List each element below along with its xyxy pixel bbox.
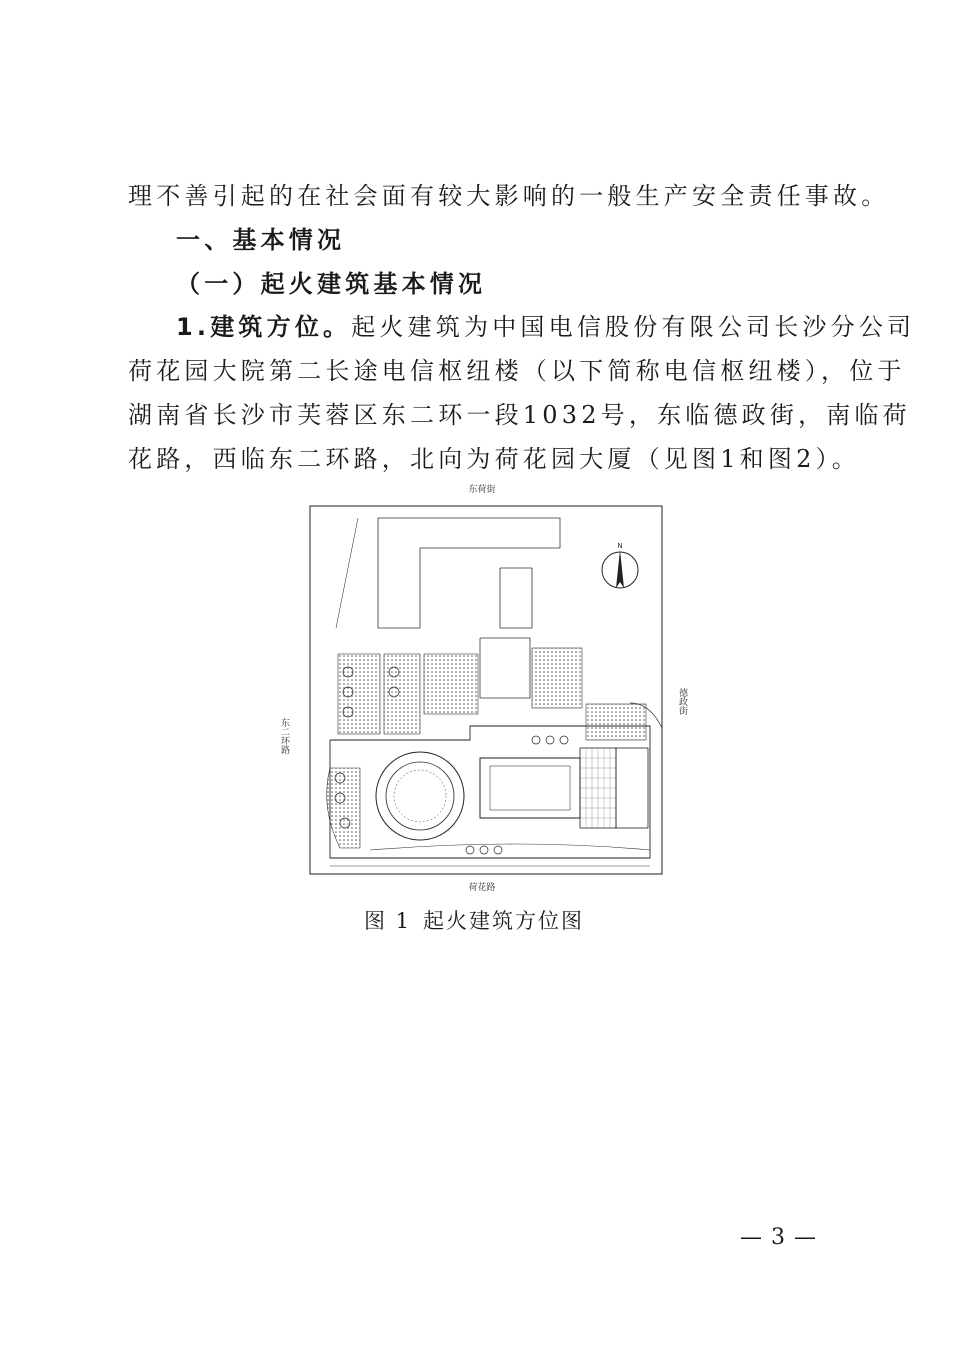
street-east-label <box>677 687 688 716</box>
round-building <box>376 752 464 840</box>
body-text-line: 荷花园大院第二长途电信枢纽楼（以下简称电信枢纽楼），位于 <box>128 357 906 385</box>
street-north-label: 东荷街 <box>468 485 496 495</box>
paragraph-lead-text: 起火建筑为中国电信股份有限公司长沙分公司 <box>351 313 916 341</box>
site-plan-figure <box>270 478 690 898</box>
body-text-line: 湖南省长沙市芙蓉区东二环一段1032号，东临德政街，南临荷 <box>128 401 911 429</box>
figure-caption-number: 图 1 <box>363 909 412 933</box>
street-west-label <box>279 717 290 755</box>
paragraph-lead-bold: 1.建筑方位。 <box>176 313 352 341</box>
page-number: — 3 — <box>740 1225 817 1250</box>
street-south-label: 荷花路 <box>468 883 496 893</box>
figure-caption <box>0 905 960 935</box>
svg-text:东二环路: 东二环路 <box>279 718 289 754</box>
section-heading: 一、基本情况 <box>176 226 346 254</box>
subsection-heading: （一）起火建筑基本情况 <box>176 270 487 298</box>
site-plan-drawing <box>270 478 690 898</box>
svg-text:德政街: 德政街 <box>677 688 687 715</box>
fire-building <box>480 748 648 828</box>
figure-caption-text: 起火建筑方位图 <box>423 909 585 933</box>
paragraph-lead-line <box>176 311 916 343</box>
compass-icon <box>602 542 638 588</box>
body-text-line: 花路，西临东二环路，北向为荷花园大厦（见图1和图2）。 <box>128 445 860 473</box>
body-text-line: 理不善引起的在社会面有较大影响的一般生产安全责任事故。 <box>128 182 890 210</box>
svg-text:N: N <box>617 542 623 550</box>
